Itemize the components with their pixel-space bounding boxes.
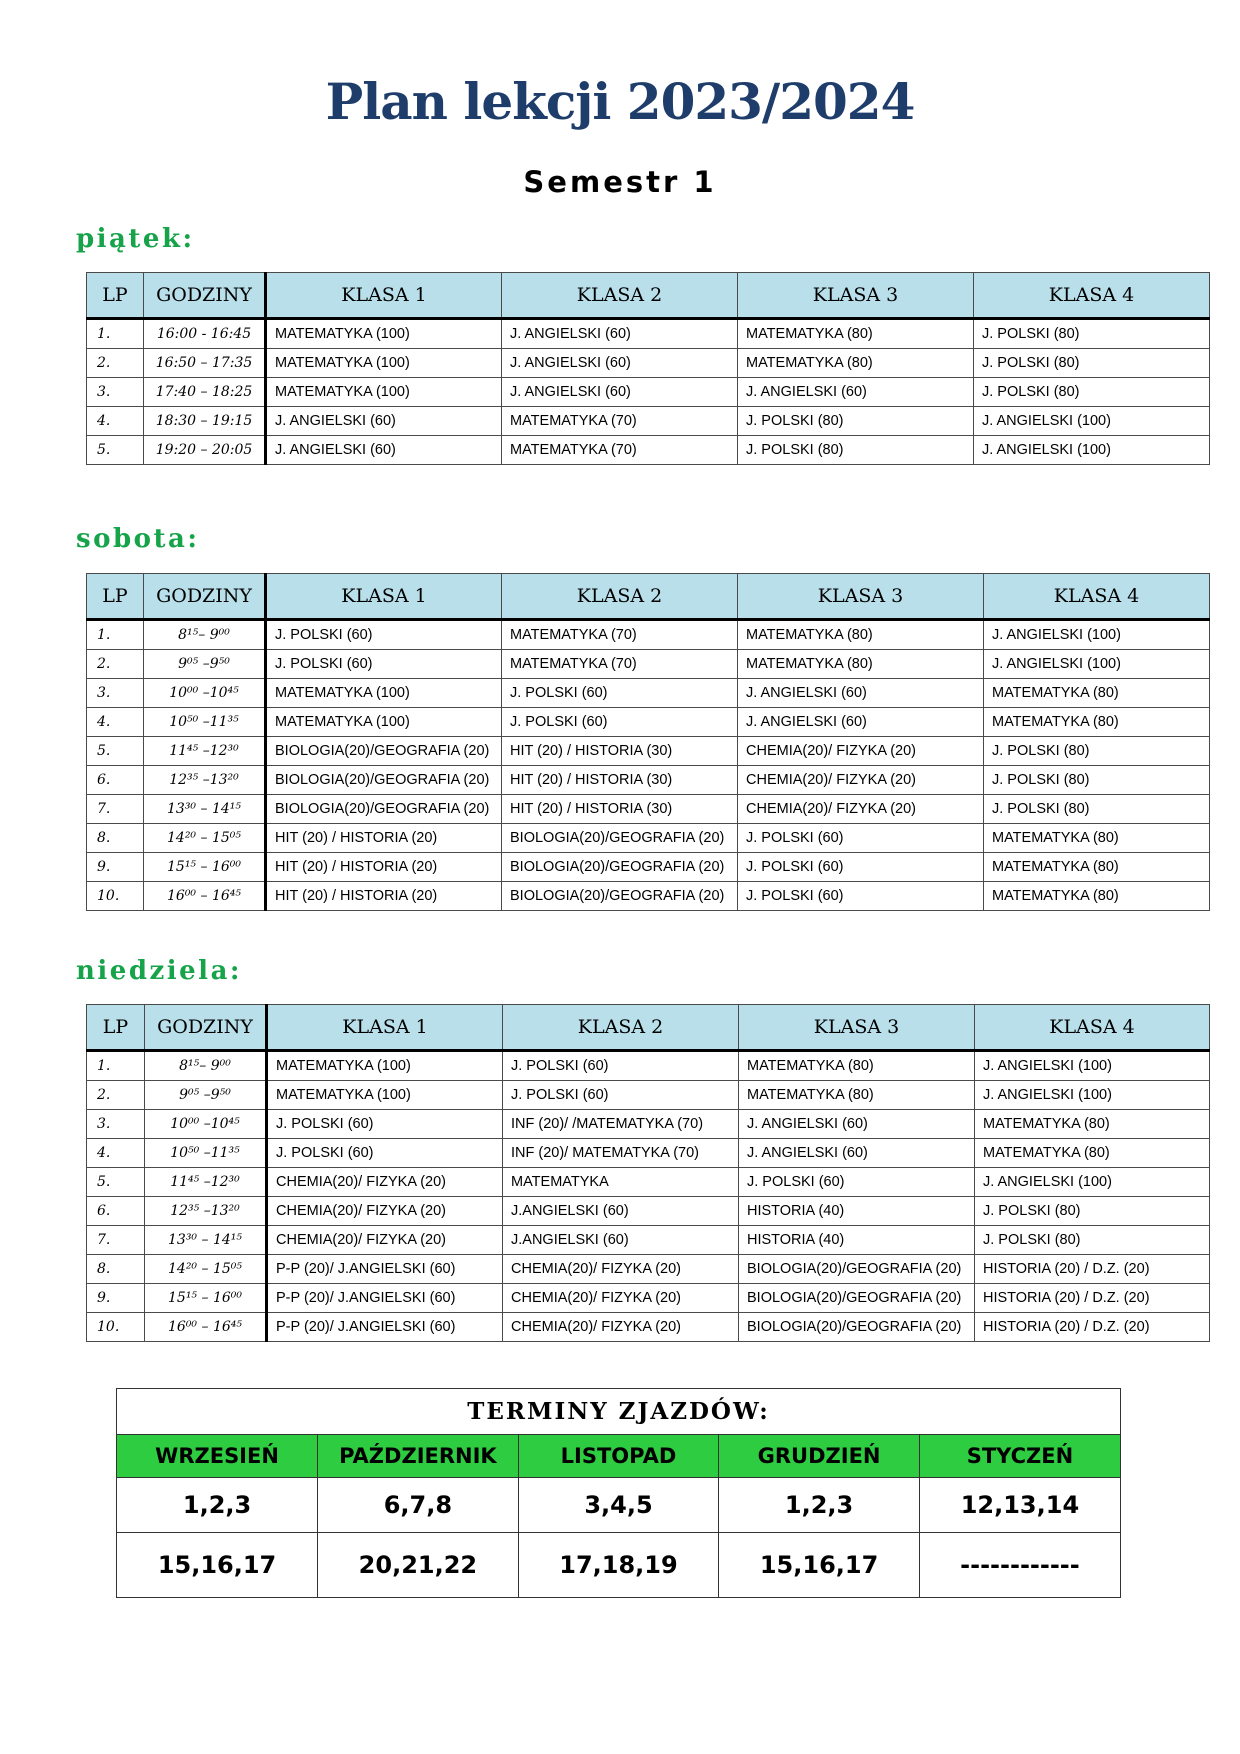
cell-time: 14²⁰ – 15⁰⁵ [145, 1255, 267, 1284]
cell-klasa-1: MATEMATYKA (100) [267, 1081, 503, 1110]
cell-klasa-4: J. POLSKI (80) [984, 766, 1210, 795]
cell-time: 13³⁰ – 14¹⁵ [144, 795, 266, 824]
cell-time: 8¹⁵– 9⁰⁰ [144, 620, 266, 650]
cell-lp: 1. [87, 319, 144, 349]
cell-klasa-1: MATEMATYKA (100) [266, 679, 502, 708]
table-row [87, 795, 1210, 824]
terms-row [117, 1533, 1120, 1598]
table-row [87, 1226, 1210, 1255]
cell-lp: 3. [87, 679, 144, 708]
cell-klasa-1: J. POLSKI (60) [266, 620, 502, 650]
cell-klasa-1: P-P (20)/ J.ANGIELSKI (60) [267, 1255, 503, 1284]
terms-cell: ------------ [919, 1533, 1120, 1598]
terms-cell: 6,7,8 [318, 1478, 519, 1533]
cell-klasa-2: INF (20)/ /MATEMATYKA (70) [503, 1110, 739, 1139]
cell-klasa-1: MATEMATYKA (100) [266, 708, 502, 737]
cell-time: 9⁰⁵ –9⁵⁰ [145, 1081, 267, 1110]
day-label-friday: piątek: [76, 224, 195, 254]
terms-cell: 20,21,22 [318, 1533, 519, 1598]
cell-klasa-2: HIT (20) / HISTORIA (30) [502, 737, 738, 766]
terms-cell: 17,18,19 [518, 1533, 719, 1598]
terms-cell: 15,16,17 [117, 1533, 318, 1598]
header-klasa-2: KLASA 2 [502, 574, 738, 620]
cell-klasa-2: MATEMATYKA (70) [502, 620, 738, 650]
cell-klasa-3: MATEMATYKA (80) [738, 319, 974, 349]
cell-klasa-4: HISTORIA (20) / D.Z. (20) [975, 1313, 1210, 1342]
table-row [87, 436, 1210, 465]
cell-klasa-2: BIOLOGIA(20)/GEOGRAFIA (20) [502, 853, 738, 882]
cell-klasa-1: P-P (20)/ J.ANGIELSKI (60) [267, 1313, 503, 1342]
cell-lp: 7. [87, 795, 144, 824]
cell-time: 18:30 – 19:15 [144, 407, 266, 436]
cell-klasa-2: J. POLSKI (60) [502, 679, 738, 708]
cell-klasa-3: J. ANGIELSKI (60) [739, 1110, 975, 1139]
cell-klasa-2: J. ANGIELSKI (60) [502, 378, 738, 407]
table-row [87, 679, 1210, 708]
cell-klasa-2: J. POLSKI (60) [503, 1051, 739, 1081]
table-header-row [87, 1005, 1210, 1051]
table-header-row [87, 273, 1210, 319]
cell-lp: 2. [87, 650, 144, 679]
cell-time: 15¹⁵ – 16⁰⁰ [144, 853, 266, 882]
cell-klasa-1: CHEMIA(20)/ FIZYKA (20) [267, 1168, 503, 1197]
cell-klasa-2: J. POLSKI (60) [502, 708, 738, 737]
day-label-saturday: sobota: [76, 524, 200, 554]
cell-klasa-2: J. ANGIELSKI (60) [502, 319, 738, 349]
terms-cell: 1,2,3 [719, 1478, 920, 1533]
cell-klasa-4: MATEMATYKA (80) [984, 853, 1210, 882]
month-header: STYCZEŃ [919, 1435, 1120, 1478]
cell-klasa-3: MATEMATYKA (80) [739, 1051, 975, 1081]
month-header: WRZESIEŃ [117, 1435, 318, 1478]
cell-time: 13³⁰ – 14¹⁵ [145, 1226, 267, 1255]
cell-klasa-1: HIT (20) / HISTORIA (20) [266, 853, 502, 882]
header-godziny: GODZINY [145, 1005, 267, 1051]
cell-klasa-3: J. POLSKI (60) [739, 1168, 975, 1197]
cell-klasa-4: HISTORIA (20) / D.Z. (20) [975, 1255, 1210, 1284]
cell-lp: 9. [87, 853, 144, 882]
cell-lp: 5. [87, 737, 144, 766]
cell-klasa-4: J. ANGIELSKI (100) [975, 1051, 1210, 1081]
cell-klasa-4: MATEMATYKA (80) [984, 824, 1210, 853]
header-lp: LP [87, 1005, 145, 1051]
cell-klasa-3: J. POLSKI (80) [738, 407, 974, 436]
cell-time: 8¹⁵– 9⁰⁰ [145, 1051, 267, 1081]
table-row [87, 766, 1210, 795]
terms-box [116, 1388, 1121, 1598]
table-row [87, 708, 1210, 737]
cell-klasa-3: MATEMATYKA (80) [738, 620, 984, 650]
cell-klasa-3: BIOLOGIA(20)/GEOGRAFIA (20) [739, 1313, 975, 1342]
header-klasa-1: KLASA 1 [266, 273, 502, 319]
cell-klasa-2: MATEMATYKA (70) [502, 436, 738, 465]
cell-klasa-1: MATEMATYKA (100) [266, 319, 502, 349]
cell-time: 10⁵⁰ –11³⁵ [145, 1139, 267, 1168]
table-row [87, 650, 1210, 679]
terms-cell: 3,4,5 [518, 1478, 719, 1533]
table-header-row [87, 574, 1210, 620]
cell-klasa-4: J. POLSKI (80) [974, 349, 1210, 378]
cell-klasa-3: J. ANGIELSKI (60) [738, 708, 984, 737]
month-header: GRUDZIEŃ [719, 1435, 920, 1478]
cell-time: 10⁰⁰ –10⁴⁵ [145, 1110, 267, 1139]
table-row [87, 1110, 1210, 1139]
cell-klasa-1: BIOLOGIA(20)/GEOGRAFIA (20) [266, 737, 502, 766]
table-row [87, 1313, 1210, 1342]
cell-klasa-3: J. ANGIELSKI (60) [738, 679, 984, 708]
table-row [87, 378, 1210, 407]
header-klasa-2: KLASA 2 [502, 273, 738, 319]
cell-time: 11⁴⁵ –12³⁰ [144, 737, 266, 766]
cell-klasa-4: MATEMATYKA (80) [984, 882, 1210, 911]
terms-cell: 15,16,17 [719, 1533, 920, 1598]
cell-klasa-4: J. ANGIELSKI (100) [984, 620, 1210, 650]
cell-time: 15¹⁵ – 16⁰⁰ [145, 1284, 267, 1313]
cell-lp: 8. [87, 824, 144, 853]
table-row [87, 1139, 1210, 1168]
cell-klasa-4: HISTORIA (20) / D.Z. (20) [975, 1284, 1210, 1313]
header-klasa-3: KLASA 3 [739, 1005, 975, 1051]
cell-klasa-4: MATEMATYKA (80) [984, 679, 1210, 708]
cell-klasa-2: MATEMATYKA (70) [502, 407, 738, 436]
terms-row [117, 1478, 1120, 1533]
cell-klasa-1: J. ANGIELSKI (60) [266, 436, 502, 465]
cell-klasa-4: J. ANGIELSKI (100) [974, 436, 1210, 465]
cell-lp: 4. [87, 1139, 145, 1168]
cell-klasa-3: BIOLOGIA(20)/GEOGRAFIA (20) [739, 1284, 975, 1313]
page-title: Plan lekcji 2023/2024 [325, 72, 915, 131]
cell-klasa-3: J. POLSKI (60) [738, 824, 984, 853]
table-row [87, 349, 1210, 378]
terms-cell: 1,2,3 [117, 1478, 318, 1533]
cell-klasa-2: HIT (20) / HISTORIA (30) [502, 795, 738, 824]
cell-klasa-2: CHEMIA(20)/ FIZYKA (20) [503, 1313, 739, 1342]
table-row [87, 1168, 1210, 1197]
cell-klasa-4: J. POLSKI (80) [975, 1197, 1210, 1226]
header-klasa-4: KLASA 4 [974, 273, 1210, 319]
schedule-table-sunday [86, 1004, 1210, 1342]
cell-lp: 3. [87, 378, 144, 407]
cell-lp: 10. [87, 1313, 145, 1342]
cell-lp: 5. [87, 436, 144, 465]
cell-klasa-3: J. ANGIELSKI (60) [738, 378, 974, 407]
page-subtitle: Semestr 1 [523, 165, 717, 199]
cell-klasa-1: P-P (20)/ J.ANGIELSKI (60) [267, 1284, 503, 1313]
cell-klasa-4: J. POLSKI (80) [974, 319, 1210, 349]
month-header: PAŹDZIERNIK [318, 1435, 519, 1478]
schedule-table-friday [86, 272, 1210, 465]
table-row [87, 737, 1210, 766]
cell-time: 16⁰⁰ – 16⁴⁵ [145, 1313, 267, 1342]
table-row [87, 407, 1210, 436]
cell-klasa-3: J. POLSKI (60) [738, 853, 984, 882]
header-klasa-3: KLASA 3 [738, 574, 984, 620]
cell-lp: 7. [87, 1226, 145, 1255]
cell-klasa-1: J. POLSKI (60) [266, 650, 502, 679]
terms-cell: 12,13,14 [919, 1478, 1120, 1533]
cell-lp: 8. [87, 1255, 145, 1284]
cell-klasa-4: J. ANGIELSKI (100) [975, 1081, 1210, 1110]
cell-lp: 6. [87, 1197, 145, 1226]
cell-lp: 2. [87, 349, 144, 378]
table-row [87, 853, 1210, 882]
cell-klasa-2: J. POLSKI (60) [503, 1081, 739, 1110]
day-label-sunday: niedziela: [76, 956, 243, 986]
cell-klasa-3: MATEMATYKA (80) [738, 349, 974, 378]
cell-lp: 10. [87, 882, 144, 911]
cell-klasa-3: HISTORIA (40) [739, 1226, 975, 1255]
cell-lp: 9. [87, 1284, 145, 1313]
cell-klasa-1: J. POLSKI (60) [267, 1139, 503, 1168]
cell-klasa-3: CHEMIA(20)/ FIZYKA (20) [738, 737, 984, 766]
cell-time: 16⁰⁰ – 16⁴⁵ [144, 882, 266, 911]
header-klasa-2: KLASA 2 [503, 1005, 739, 1051]
cell-klasa-2: J. ANGIELSKI (60) [502, 349, 738, 378]
cell-time: 16:50 – 17:35 [144, 349, 266, 378]
cell-time: 9⁰⁵ –9⁵⁰ [144, 650, 266, 679]
cell-klasa-4: J. POLSKI (80) [975, 1226, 1210, 1255]
cell-klasa-4: MATEMATYKA (80) [984, 708, 1210, 737]
cell-klasa-1: J. POLSKI (60) [267, 1110, 503, 1139]
cell-klasa-2: MATEMATYKA [503, 1168, 739, 1197]
cell-klasa-1: CHEMIA(20)/ FIZYKA (20) [267, 1197, 503, 1226]
month-header: LISTOPAD [518, 1435, 719, 1478]
cell-klasa-4: J. ANGIELSKI (100) [975, 1168, 1210, 1197]
cell-klasa-2: HIT (20) / HISTORIA (30) [502, 766, 738, 795]
header-godziny: GODZINY [144, 574, 266, 620]
cell-klasa-1: HIT (20) / HISTORIA (20) [266, 882, 502, 911]
cell-klasa-2: J.ANGIELSKI (60) [503, 1197, 739, 1226]
cell-klasa-2: INF (20)/ MATEMATYKA (70) [503, 1139, 739, 1168]
cell-klasa-4: J. POLSKI (80) [984, 795, 1210, 824]
table-row [87, 1284, 1210, 1313]
cell-lp: 6. [87, 766, 144, 795]
cell-time: 10⁵⁰ –11³⁵ [144, 708, 266, 737]
cell-lp: 3. [87, 1110, 145, 1139]
cell-time: 12³⁵ –13²⁰ [145, 1197, 267, 1226]
cell-lp: 4. [87, 708, 144, 737]
header-lp: LP [87, 273, 144, 319]
cell-klasa-2: CHEMIA(20)/ FIZYKA (20) [503, 1255, 739, 1284]
cell-lp: 1. [87, 1051, 145, 1081]
cell-time: 17:40 – 18:25 [144, 378, 266, 407]
cell-klasa-1: MATEMATYKA (100) [266, 349, 502, 378]
cell-time: 19:20 – 20:05 [144, 436, 266, 465]
cell-klasa-2: BIOLOGIA(20)/GEOGRAFIA (20) [502, 882, 738, 911]
cell-klasa-2: J.ANGIELSKI (60) [503, 1226, 739, 1255]
cell-klasa-1: BIOLOGIA(20)/GEOGRAFIA (20) [266, 795, 502, 824]
header-lp: LP [87, 574, 144, 620]
cell-klasa-4: MATEMATYKA (80) [975, 1110, 1210, 1139]
cell-klasa-4: MATEMATYKA (80) [975, 1139, 1210, 1168]
cell-klasa-1: J. ANGIELSKI (60) [266, 407, 502, 436]
cell-klasa-2: CHEMIA(20)/ FIZYKA (20) [503, 1284, 739, 1313]
cell-lp: 4. [87, 407, 144, 436]
cell-klasa-3: CHEMIA(20)/ FIZYKA (20) [738, 766, 984, 795]
cell-lp: 1. [87, 620, 144, 650]
cell-time: 12³⁵ –13²⁰ [144, 766, 266, 795]
cell-time: 11⁴⁵ –12³⁰ [145, 1168, 267, 1197]
table-row [87, 882, 1210, 911]
header-klasa-1: KLASA 1 [267, 1005, 503, 1051]
cell-klasa-3: MATEMATYKA (80) [738, 650, 984, 679]
cell-klasa-3: CHEMIA(20)/ FIZYKA (20) [738, 795, 984, 824]
cell-klasa-3: J. POLSKI (80) [738, 436, 974, 465]
table-row [87, 319, 1210, 349]
cell-klasa-4: J. POLSKI (80) [984, 737, 1210, 766]
terms-month-row [117, 1435, 1120, 1478]
cell-klasa-4: J. ANGIELSKI (100) [984, 650, 1210, 679]
table-row [87, 620, 1210, 650]
cell-klasa-3: BIOLOGIA(20)/GEOGRAFIA (20) [739, 1255, 975, 1284]
header-klasa-4: KLASA 4 [984, 574, 1210, 620]
cell-klasa-1: MATEMATYKA (100) [266, 378, 502, 407]
header-godziny: GODZINY [144, 273, 266, 319]
table-row [87, 1197, 1210, 1226]
terms-table [117, 1435, 1120, 1597]
header-klasa-1: KLASA 1 [266, 574, 502, 620]
cell-lp: 5. [87, 1168, 145, 1197]
cell-klasa-2: MATEMATYKA (70) [502, 650, 738, 679]
cell-klasa-3: HISTORIA (40) [739, 1197, 975, 1226]
terms-title: TERMINY ZJAZDÓW: [117, 1389, 1120, 1435]
cell-lp: 2. [87, 1081, 145, 1110]
cell-klasa-1: CHEMIA(20)/ FIZYKA (20) [267, 1226, 503, 1255]
table-row [87, 1051, 1210, 1081]
cell-klasa-4: J. ANGIELSKI (100) [974, 407, 1210, 436]
cell-time: 16:00 - 16:45 [144, 319, 266, 349]
cell-time: 14²⁰ – 15⁰⁵ [144, 824, 266, 853]
cell-klasa-3: J. POLSKI (60) [738, 882, 984, 911]
header-klasa-3: KLASA 3 [738, 273, 974, 319]
table-row [87, 1255, 1210, 1284]
cell-klasa-1: HIT (20) / HISTORIA (20) [266, 824, 502, 853]
header-klasa-4: KLASA 4 [975, 1005, 1210, 1051]
cell-klasa-1: MATEMATYKA (100) [267, 1051, 503, 1081]
cell-klasa-2: BIOLOGIA(20)/GEOGRAFIA (20) [502, 824, 738, 853]
table-row [87, 1081, 1210, 1110]
table-row [87, 824, 1210, 853]
cell-time: 10⁰⁰ –10⁴⁵ [144, 679, 266, 708]
cell-klasa-3: MATEMATYKA (80) [739, 1081, 975, 1110]
cell-klasa-4: J. POLSKI (80) [974, 378, 1210, 407]
cell-klasa-1: BIOLOGIA(20)/GEOGRAFIA (20) [266, 766, 502, 795]
cell-klasa-3: J. ANGIELSKI (60) [739, 1139, 975, 1168]
schedule-table-saturday [86, 573, 1210, 911]
